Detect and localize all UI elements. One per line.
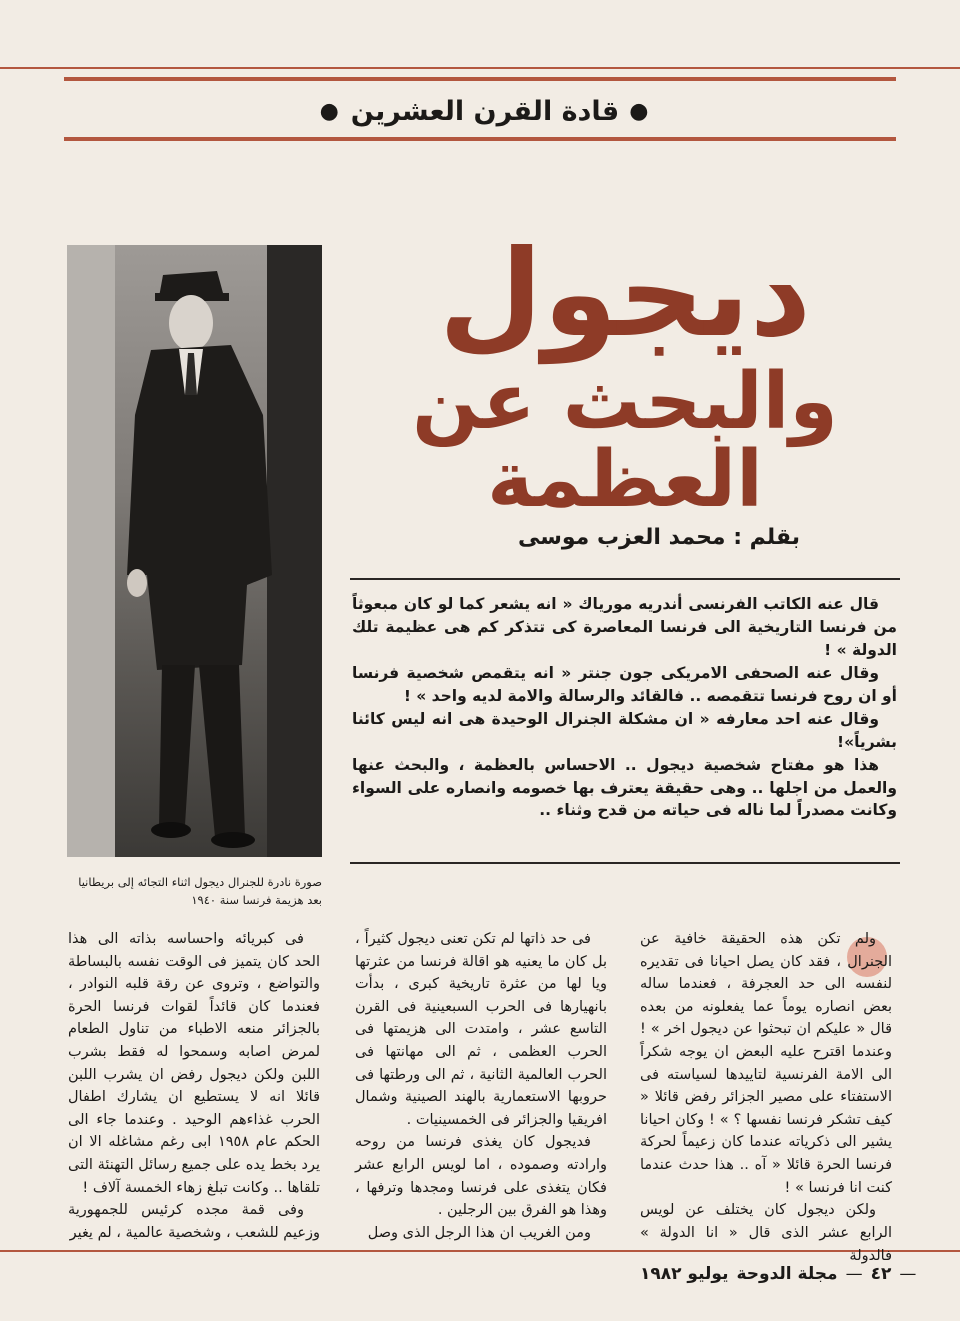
top-rule [0,67,960,69]
body-paragraph: ولم تكن هذه الحقيقة خافية عن الجنرال ، فقد كان يصل احيانا فى تقديره لنفسه الى حد العجرفة ، فعندما ساله بعض انصاره يوماً عما يفعلونه من بعده قال « عليكم ان تبحثوا عن ديجول اخر » ! وعندما اقترح عليه البعض ان يوجه شكراً الى الامة الفرنسية لتاييدها لسياسته فى الاستفتاء على مصير الجزائر رفض قائلا « كيف تشكر فرنسا نفسها ؟ » ! وكان احيانا يشير الى ذكرياته عندما كان زعيماً لحركة فرنسا الحرة قائلا « آه .. هذا حدث عندما كنت انا فرنسا » ! [640,931,892,1196]
intro-paragraph: قال عنه الكاتب الفرنسى أندريه مورياك « انه يشعر كما لو كان مبعوثاً من فرنسا التاريخية الى فرنسا المعاصرة كى تتذكر كم هى عظيمة تلك الدولة » ! [352,595,897,659]
intro-paragraph: هذا هو مفتاح شخصية ديجول .. الاحساس بالعظمة ، والبحث عنها والعمل من اجلها .. وهى حقيقة يعترف بها خصومه وانصاره على السواء وكانت مصدراً لما ناله فى حياته من قدح وثناء .. [352,755,897,820]
body-paragraph: فديجول كان يغذى فرنسا من روحه وارادته وصموده ، اما لويس الرابع عشر فكان يتغذى على فرنسا ومجدها وترفها ، وهذا هو الفرق بين الرجلين . [355,1134,607,1219]
footer-dash: — [899,1264,917,1284]
page-footer [640,1264,920,1284]
portrait-photo [67,245,322,857]
figure-silhouette [67,245,322,857]
photo-caption: صورة نادرة للجنرال ديجول اثناء التجائه إلى بريطانيا بعد هزيمة فرنسا سنة ١٩٤٠ [78,875,322,907]
article-intro [352,593,897,822]
section-banner [290,86,680,136]
intro-top-rule [350,578,900,580]
intro-paragraph: وقال عنه الصحفى الامريكى جون جنتر « انه يتقمص شخصية فرنسا أو ان روح فرنسا تتقمصه .. فالقائد والرسالة والامة لديه واحد » ! [352,663,897,705]
bullet-icon: ● [319,98,341,124]
section-banner-title: قادة القرن العشرين [350,95,620,127]
page-number: ٤٢ [870,1264,892,1284]
body-paragraph: ومن الغريب ان هذا الرجل الذى وصل [367,1224,591,1241]
intro-paragraph: وقال عنه احد معارفه « ان مشكلة الجنرال الوحيدة هى انه ليس كائنا بشرياً»! [352,709,897,751]
byline: بقلم : محمد العزب موسى [517,525,800,550]
bullet-icon: ● [629,98,651,124]
headline-line-1: ديجول [438,225,812,364]
body-paragraph: ولكن ديجول كان يختلف عن لويس الرابع عشر الذى قال « انا الدولة » فالدولة [640,1202,892,1264]
body-paragraph: فى حد ذاتها لم تكن تعنى ديجول كثيراً ، بل كان ما يعنيه هو اقالة فرنسا من عثرتها ويا لها من عثرة تاريخية كبرى ، بدأت بانهيارها فى الحرب السبعينية فى القرن التاسع عشر ، وامتدت الى هزيمتها فى الحرب العظمى ، ثم الى مهانتها فى الحرب العالمية الثانية ، ثم الى ورطتها فى حروبها الاستعمارية بالهند الصينية وشمال افريقيا والجزائر فى الخمسينيات . [355,931,607,1128]
body-paragraph: فى كبريائه واحساسه بذاته الى هذا الحد كان يتميز فى الوقت نفسه بالبساطة والتواضع ، وتروى عن رقة قلبه النوادر ، فعندما كان قائداً لقوات فرنسا الحرة بالجزائر منعه الاطباء من تناول الطعام لمرض اصابه وسمحوا له فقط بشرب اللبن ولكن ديجول رفض ان يشرب اللبن قائلا انه لا يستطيع ان يشارك اطفال الحرب غذاءهم الوحيد . وعندما جاء الى الحكم عام ١٩٥٨ ابى رغم مشاغله الا ان يرد بخط يده على جميع رسائل التهنئة التى تلقاها .. وكانت تبلغ زهاء الخمسة آلاف ! [68,931,320,1196]
article-headline [330,225,920,525]
banner-bottom-rule [64,137,896,141]
magazine-name: مجلة الدوحة [736,1264,838,1284]
body-column-right [640,928,892,1267]
headline-line-2: والبحث عن العظمة [412,357,838,525]
footer-dash: — [845,1264,863,1284]
issue-date: يوليو ١٩٨٢ [640,1264,729,1284]
body-column-middle [355,928,607,1245]
banner-top-rule [64,77,896,81]
intro-bottom-rule [350,862,900,864]
body-column-left [68,928,320,1245]
body-paragraph: وفى قمة مجده كرئيس للجمهورية وزعيم للشعب ، وشخصية عالمية ، لم يغير [68,1202,320,1241]
